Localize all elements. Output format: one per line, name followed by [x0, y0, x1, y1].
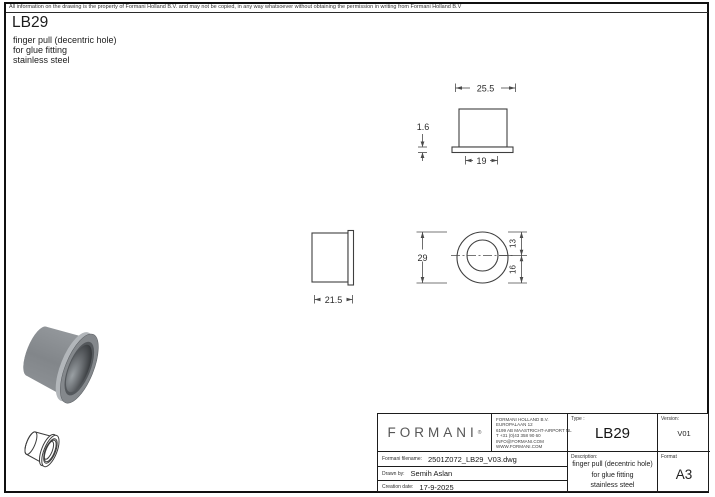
filename-row — [378, 451, 568, 466]
version-cell — [658, 414, 710, 451]
logo-wordmark: FORMANI — [387, 425, 478, 440]
type-value: LB29 — [594, 425, 631, 442]
side-view — [312, 231, 354, 306]
address-line: INFO@FORMANI.COM — [496, 438, 544, 444]
filename-label: Formani filename: — [382, 456, 423, 462]
description-lines — [568, 460, 657, 492]
product-3d-view — [14, 314, 106, 408]
front-view — [414, 232, 528, 283]
company-address-block — [492, 414, 572, 451]
drawn-by-label: Drawn by: — [382, 470, 405, 477]
address-line: 6199 AB MAASTRICHT-AIRPORT NL — [496, 427, 572, 433]
creation-date-label: Creation date: — [382, 484, 414, 490]
product-3d-outline-view — [21, 426, 63, 469]
description-line: stainless steel — [590, 482, 635, 489]
drawn-by-value: Semih Aslan — [410, 469, 453, 478]
creation-date-value: 17-9-2025 — [419, 482, 454, 492]
description-cell — [568, 451, 658, 493]
description-label: Description: — [571, 454, 598, 460]
title-block — [377, 413, 709, 492]
dim-flange-width-value: 25.5 — [476, 83, 495, 94]
description-line: finger pull (decentric hole) — [572, 461, 653, 468]
registered-trademark-icon: ® — [477, 429, 482, 436]
product-code-title: LB29 — [12, 14, 49, 31]
dim-body-depth — [315, 295, 353, 305]
filename-value: 2501Z072_LB29_V03.dwg — [428, 454, 517, 464]
address-line: T +31 (0)43 358 90 60 — [496, 433, 541, 439]
formani-logo — [378, 414, 492, 451]
type-cell — [568, 414, 658, 451]
subtitle-line: for glue fitting — [13, 44, 68, 55]
version-label: Version: — [661, 416, 680, 422]
dim-flange-thickness — [417, 122, 430, 161]
creation-date-row — [378, 480, 568, 493]
disclaimer-text: All information on the drawing is the property of Formani Holland B.V. and may not be copied, in any way whatsoever without obtaining the permission in writing from Formani Holland B.V — [6, 4, 708, 13]
format-label: Format — [661, 454, 677, 460]
body-outline — [312, 233, 348, 282]
subtitle-line: stainless steel — [13, 54, 70, 65]
format-cell — [658, 451, 710, 493]
address-line: WWW.FORMANI.COM — [496, 444, 543, 450]
address-line: EUROPALAAN 12 — [496, 422, 533, 428]
flange-outline — [452, 147, 513, 153]
dim-hole-top-value: 13 — [508, 239, 518, 248]
dim-outer-diameter — [414, 232, 448, 283]
flange-outline — [348, 231, 354, 286]
dim-hole-bottom-value: 16 — [508, 265, 518, 274]
dim-flange-width — [456, 84, 516, 94]
elevation-view — [417, 84, 516, 167]
address-line: FORMANI HOLLAND B.V. — [496, 417, 549, 422]
format-value: A3 — [675, 467, 693, 482]
version-value: V01 — [677, 429, 691, 438]
body-outline — [459, 109, 507, 147]
dim-body-width-value: 19 — [476, 156, 487, 166]
drawn-by-row — [378, 466, 568, 480]
description-line: for glue fitting — [591, 471, 634, 479]
dim-body-width — [466, 156, 498, 166]
type-label: Type : — [571, 416, 585, 422]
dim-outer-diameter-value: 29 — [417, 253, 428, 263]
dim-body-depth-value: 21.5 — [324, 295, 343, 305]
subtitle-line: finger pull (decentric hole) — [13, 35, 117, 45]
dim-flange-thickness-value: 1.6 — [416, 122, 430, 132]
